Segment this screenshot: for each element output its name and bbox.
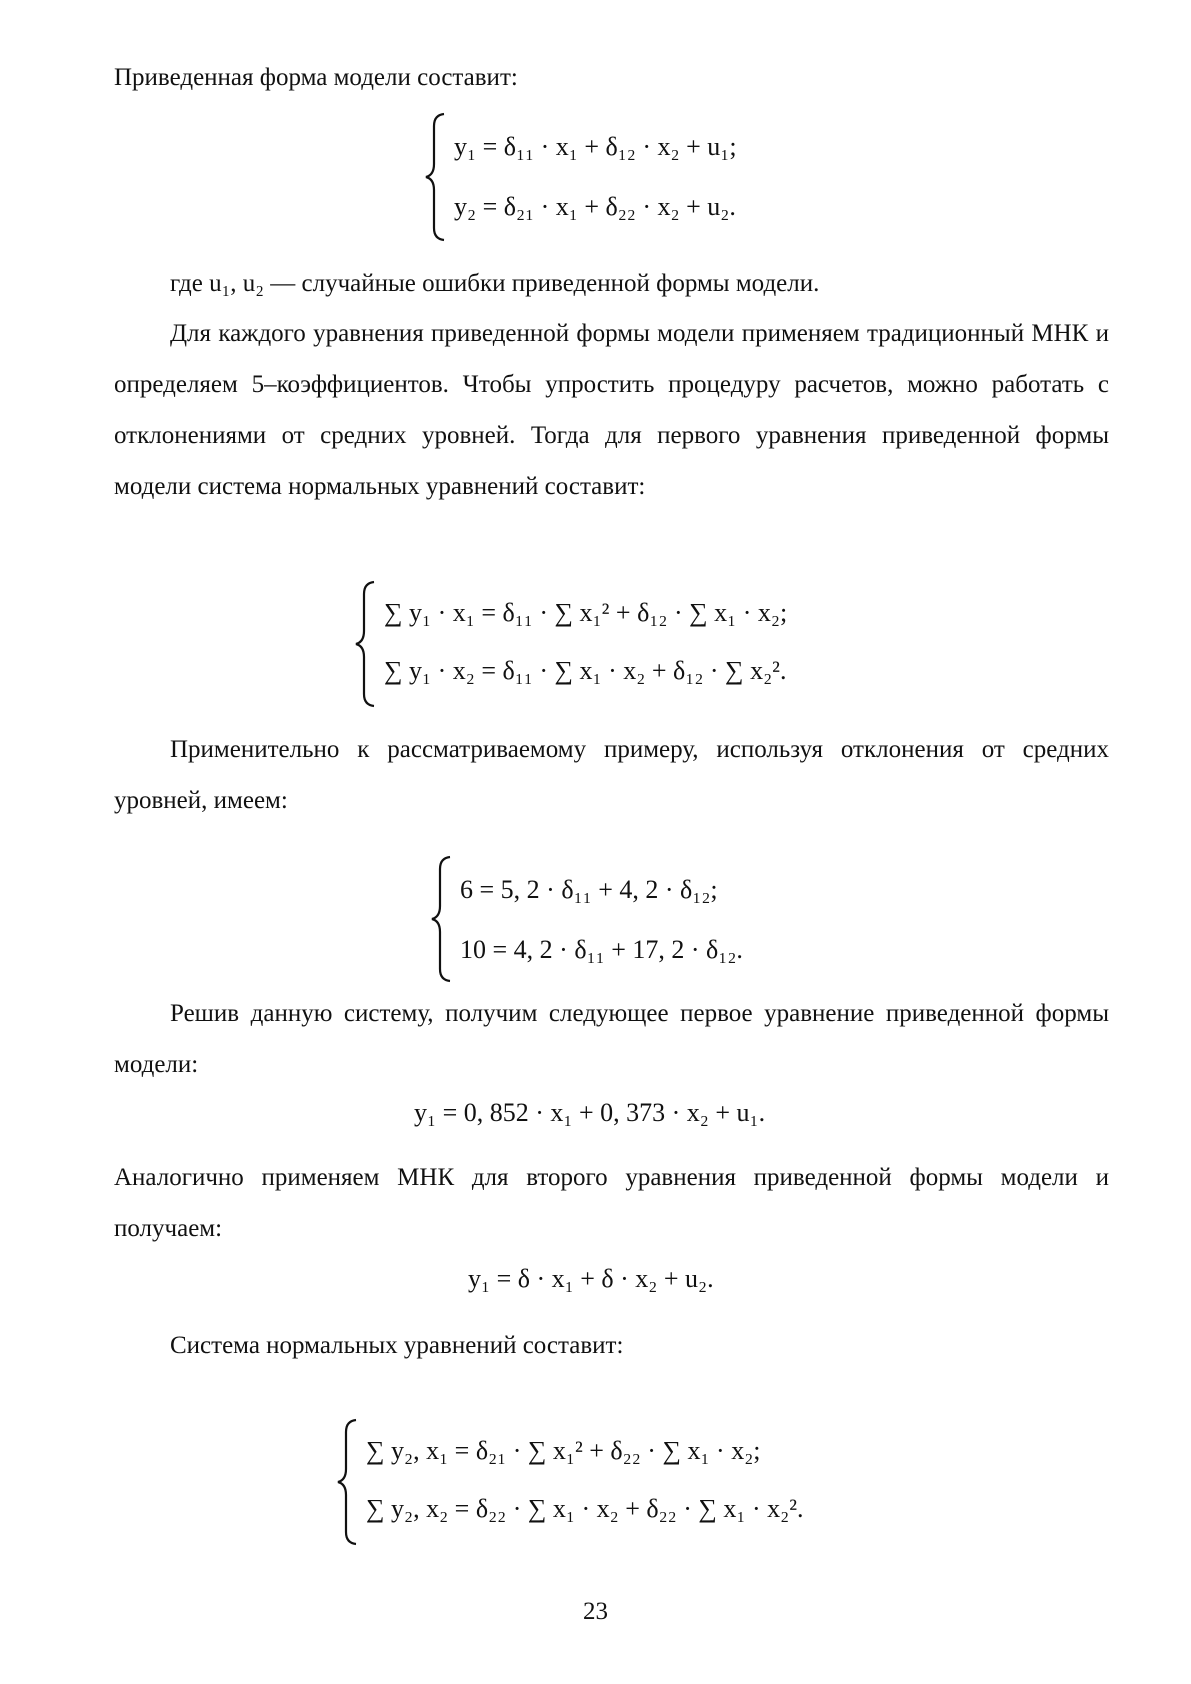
equation-line: ∑ y₁ · x₂ = δ₁₁ · ∑ x₁ · x₂ + δ₁₂ · ∑ x₂².	[384, 656, 787, 685]
equation-line: ∑ y₂, x₂ = δ₂₂ · ∑ x₁ · x₂ + δ₂₂ · ∑ x₁ · x₂².	[366, 1494, 804, 1523]
equation-system-numeric	[430, 855, 810, 983]
equation-system-normal-1	[354, 580, 874, 708]
paragraph-method: Для каждого уравнения приведенной формы модели применяем традиционный МНК и определяем 5–коэффициентов. Чтобы упростить процедуру расчетов, можно работать с отклонениями от средних уровней. Тогда для первого уравнения приведенной формы модели система нормальных уравнений составит:	[114, 320, 1109, 500]
paragraph-example: Применительно к рассматриваемому примеру, используя отклонения от средних уровней, имеем:	[114, 736, 1109, 814]
brace-icon	[354, 580, 376, 708]
paragraph-solution: Решив данную систему, получим следующее первое уравнение приведенной формы модели:	[114, 1000, 1109, 1078]
equation-system-reduced-form	[424, 112, 824, 242]
brace-icon	[424, 112, 446, 242]
paragraph-second: Аналогично применяем МНК для второго уравнения приведенной формы модели и получаем:	[114, 1164, 1109, 1242]
equation-system-normal-2	[336, 1418, 896, 1546]
brace-icon	[430, 855, 452, 983]
equation-line: ∑ y₁ · x₁ = δ₁₁ · ∑ x₁² + δ₁₂ · ∑ x₁ · x₂;	[384, 598, 788, 627]
equation-first-reduced: y₁ = 0, 852 · x₁ + 0, 373 · x₂ + u₁.	[414, 1098, 766, 1127]
equation-line: y₁ = δ₁₁ · x₁ + δ₁₂ · x₂ + u₁;	[454, 132, 737, 161]
equation-line: 10 = 4, 2 · δ₁₁ + 17, 2 · δ₁₂.	[460, 935, 743, 964]
paragraph-intro: Приведенная форма модели составит:	[114, 64, 518, 91]
paragraph-errors: где u₁, u₂ — случайные ошибки приведенной формы модели.	[170, 270, 820, 297]
page-number: 23	[583, 1598, 608, 1625]
equation-second-reduced: y₁ = δ · x₁ + δ · x₂ + u₂.	[468, 1264, 714, 1293]
brace-icon	[336, 1418, 358, 1546]
equation-line: 6 = 5, 2 · δ₁₁ + 4, 2 · δ₁₂;	[460, 875, 718, 904]
equation-line: y₂ = δ₂₁ · x₁ + δ₂₂ · x₂ + u₂.	[454, 192, 736, 221]
equation-line: ∑ y₂, x₁ = δ₂₁ · ∑ x₁² + δ₂₂ · ∑ x₁ · x₂;	[366, 1436, 761, 1465]
paragraph-normal-system: Система нормальных уравнений составит:	[170, 1332, 624, 1359]
